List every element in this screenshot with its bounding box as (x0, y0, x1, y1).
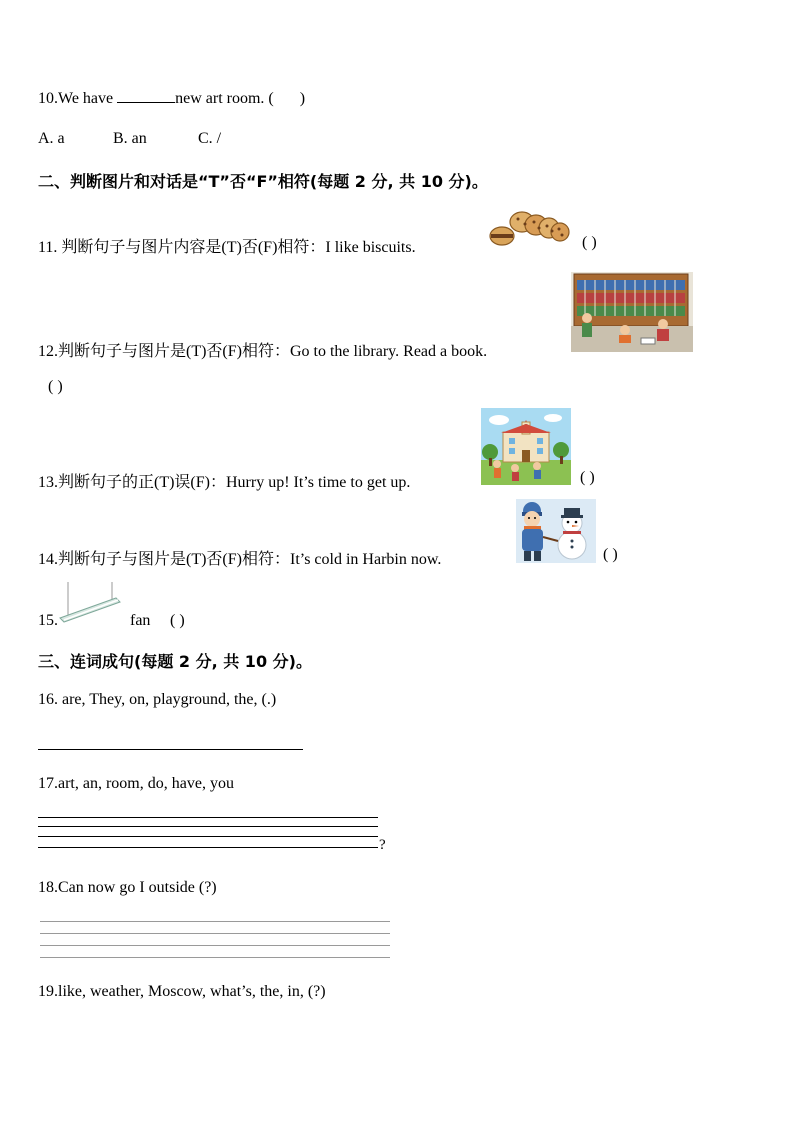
question-14 (38, 546, 441, 569)
answer-line[interactable] (40, 945, 390, 946)
school-picture (481, 408, 571, 485)
question-13-answer[interactable]: ( ) (580, 469, 595, 486)
option-b[interactable]: B. an (113, 130, 147, 147)
question-10-text: 10.We have (38, 90, 114, 107)
question-12-text: 12.判断句子与图片是(T)否(F)相符：Go to the library. Read a book. (38, 343, 488, 360)
answer-blank[interactable] (117, 88, 175, 103)
question-15-word: fan (130, 612, 151, 629)
question-10-close: ) (299, 90, 306, 107)
option-c[interactable]: C. / (198, 130, 222, 147)
question-11 (38, 234, 416, 257)
answer-line[interactable] (38, 826, 378, 827)
question-13-text: 13.判断句子的正(T)误(F)：Hurry up! It’s time to get up. (38, 474, 411, 491)
answer-line[interactable] (40, 957, 390, 958)
option-a[interactable]: A. a (38, 130, 65, 147)
question-11-answer[interactable]: ( ) (582, 234, 597, 251)
question-12-answer[interactable]: ( ) (48, 378, 63, 395)
snowman-picture (516, 499, 596, 563)
section-2-title: 二、判断图片和对话是“T”否“F”相符(每题 2 分, 共 10 分)。 (38, 172, 488, 191)
answer-line[interactable] (38, 749, 303, 750)
library-picture (571, 272, 693, 352)
answer-line[interactable] (38, 817, 378, 818)
answer-line[interactable] (38, 836, 378, 837)
question-12 (38, 338, 487, 361)
question-10 (38, 88, 305, 108)
question-11-text: 11. 判断句子与图片内容是(T)否(F)相符：I like biscuits. (38, 239, 416, 256)
question-16: 16. are, They, on, playground, the, (.) (38, 691, 277, 708)
answer-line[interactable] (40, 933, 390, 934)
section-3-title: 三、连词成句(每题 2 分, 共 10 分)。 (38, 652, 312, 671)
question-14-answer[interactable]: ( ) (603, 546, 618, 563)
fluorescent-lamp-picture (58, 578, 122, 626)
question-15-answer[interactable]: ( ) (170, 612, 185, 629)
question-15-number: 15. (38, 612, 58, 629)
question-14-text: 14.判断句子与图片是(T)否(F)相符：It’s cold in Harbin now. (38, 551, 442, 568)
question-17: 17.art, an, room, do, have, you (38, 775, 234, 792)
answer-line[interactable] (38, 847, 378, 848)
question-10-options (38, 130, 221, 148)
question-10-tail: new art room. ( (175, 90, 274, 107)
question-18: 18.Can now go I outside (?) (38, 879, 217, 896)
question-19: 19.like, weather, Moscow, what’s, the, in, (?) (38, 983, 326, 1000)
answer-line[interactable] (40, 921, 390, 922)
question-13 (38, 469, 410, 492)
biscuits-picture (488, 208, 572, 250)
question-17-end: ? (379, 837, 386, 853)
